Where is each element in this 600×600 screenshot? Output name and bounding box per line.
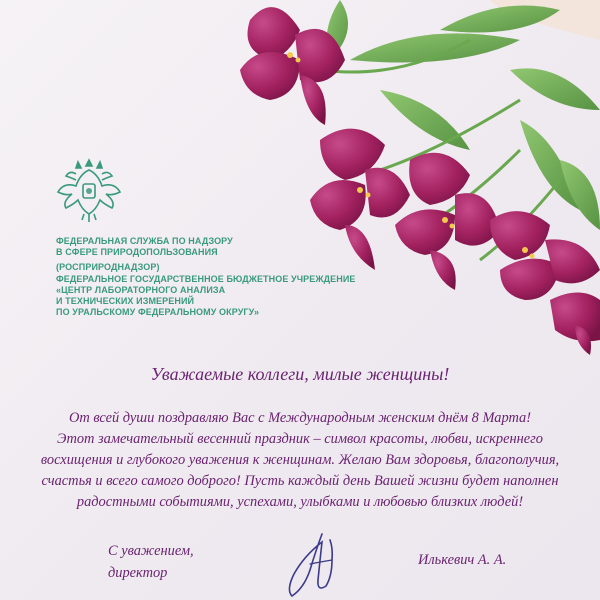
org-line: (РОСПРИРОДНАДЗОР) [56,262,160,273]
message-line: счастья и всего самого доброго! Пусть каждый день Вашей жизни будет наполнен [41,473,559,489]
message-line: От всей души поздравляю Вас с Международным женским днём 8 Марта! [68,410,532,426]
org-line: ФЕДЕРАЛЬНОЕ ГОСУДАРСТВЕННОЕ БЮДЖЕТНОЕ УЧРЕЖДЕНИЕ [56,273,356,284]
closing-line: С уважением, [108,543,194,559]
message-line: радостными событиями, успехами, улыбками и любовью близких людей! [76,494,524,510]
org-line: И ТЕХНИЧЕСКИХ ИЗМЕРЕНИЙ [56,296,195,307]
org-line: «ЦЕНТР ЛАБОРАТОРНОГО АНАЛИЗА [56,284,226,295]
organization-name [56,236,386,318]
double-headed-eagle-icon [56,152,122,224]
greeting-heading: Уважаемые коллеги, милые женщины! [150,364,450,384]
org-line: ПО УРАЛЬСКОМУ ФЕДЕРАЛЬНОМУ ОКРУГУ» [56,307,260,318]
greeting-message [20,408,580,513]
signer-title: директор [108,565,168,581]
org-line: ФЕДЕРАЛЬНАЯ СЛУЖБА ПО НАДЗОРУ [56,236,233,246]
message-line: восхищения и глубокого уважения к женщинам. Желаю Вам здоровья, благополучия, [40,452,560,468]
org-line: В СФЕРЕ ПРИРОДОПОЛЬЗОВАНИЯ [56,247,218,258]
handwritten-signature [270,530,370,600]
closing-block [108,540,194,584]
signer-name: Илькевич А. А. [418,552,507,568]
message-line: Этот замечательный весенний праздник – символ красоты, любви, искреннего [57,431,543,447]
